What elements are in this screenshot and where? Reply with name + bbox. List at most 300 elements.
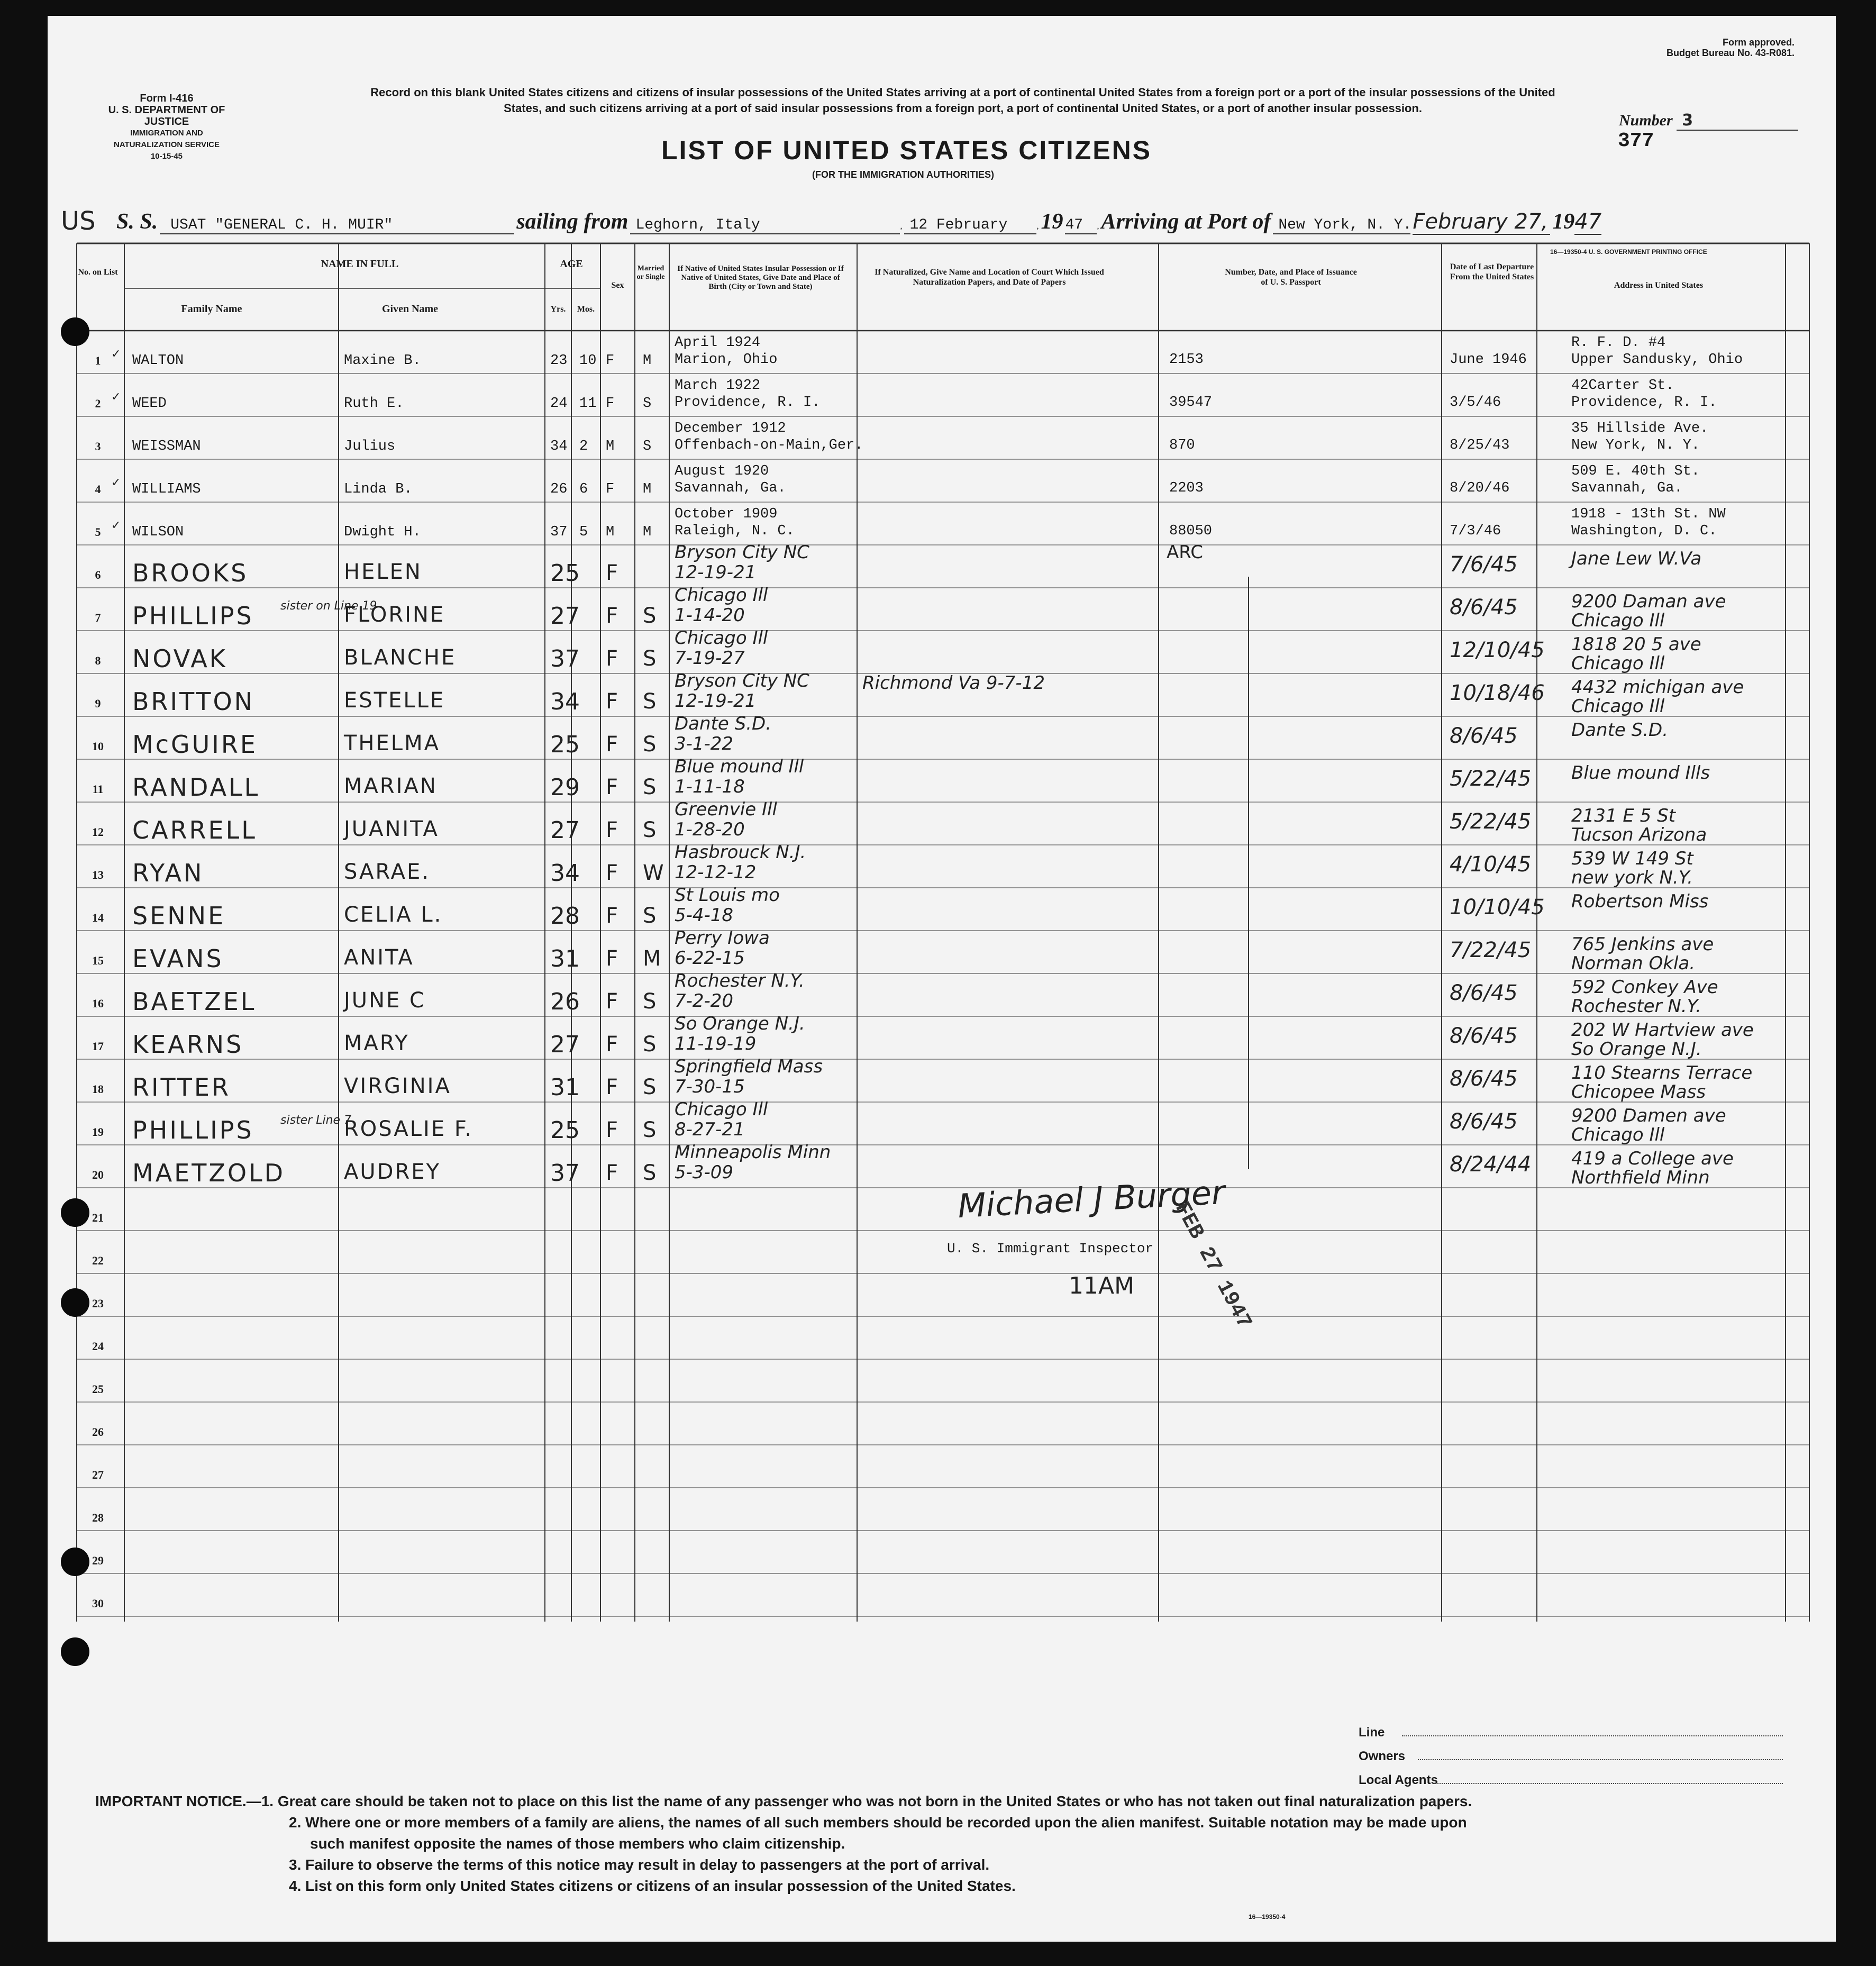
sailing-label: sailing from — [516, 210, 629, 234]
family-name: RYAN — [132, 859, 204, 887]
sex: F — [606, 353, 615, 369]
marital-status: S — [643, 732, 657, 757]
address-line-1: 1818 20 5 ave — [1571, 634, 1701, 655]
age-years: 28 — [550, 903, 580, 930]
sex: F — [606, 604, 618, 628]
passport: 2153 — [1169, 352, 1204, 368]
age-years: 26 — [550, 988, 580, 1015]
address-line-1: 419 a College ave — [1571, 1148, 1734, 1169]
address-line-1: 9200 Damen ave — [1571, 1105, 1726, 1126]
family-name: BROOKS — [132, 559, 249, 587]
row-number: 4 — [95, 483, 101, 496]
notice-2 — [95, 1812, 1815, 1833]
family-name: WEED — [132, 396, 167, 412]
age-years: 34 — [550, 688, 580, 715]
footer-line-label: Line — [1359, 1725, 1385, 1740]
naturalization: Richmond Va 9-7-12 — [862, 672, 1045, 694]
sex: M — [606, 524, 615, 540]
last-departure: 7/6/45 — [1450, 552, 1518, 577]
sex: F — [606, 818, 618, 842]
notice-4 — [95, 1876, 1815, 1897]
notice-1-text: Great care should be taken not to place on this list the name of any passenger who was not born in the United States or who has not taken out final naturalization papers. — [277, 1793, 1472, 1809]
marital-status: S — [643, 1032, 657, 1057]
table-row — [48, 1056, 1836, 1103]
sex: F — [606, 1075, 618, 1099]
last-departure: 8/25/43 — [1450, 438, 1510, 453]
sex: F — [606, 732, 618, 757]
table-row — [48, 885, 1836, 931]
print-code-bottom: 16—19350-4 — [1249, 1913, 1286, 1921]
sex: F — [606, 904, 618, 928]
row-number: 14 — [92, 911, 104, 924]
table-row — [48, 1142, 1836, 1188]
header-name-in-full: NAME IN FULL — [321, 258, 399, 270]
inspector-signature: Michael J Burger — [957, 1172, 1226, 1226]
last-departure: 8/6/45 — [1450, 1067, 1518, 1091]
header-mos: Mos. — [577, 305, 595, 314]
address-line-1: Blue mound Ills — [1571, 762, 1710, 784]
given-name: ESTELLE — [344, 688, 445, 713]
address-line-2: Northfield Minn — [1571, 1167, 1710, 1188]
page-title: LIST OF UNITED STATES CITIZENS — [661, 135, 1152, 165]
address-line-1: R. F. D. #4 — [1571, 335, 1666, 351]
row-number: 23 — [92, 1297, 104, 1310]
row-number: 16 — [92, 997, 104, 1010]
punch-hole — [61, 1288, 89, 1317]
last-departure: 5/22/45 — [1450, 809, 1532, 834]
address-line-1: 42Carter St. — [1571, 378, 1674, 394]
arrival-year: 47 — [1574, 210, 1602, 234]
header-no: No. on List — [78, 268, 118, 277]
sex: F — [606, 946, 618, 971]
family-name: BRITTON — [132, 687, 255, 716]
notice-3-num: 3. — [289, 1856, 302, 1873]
row-number: 19 — [92, 1125, 104, 1139]
header-passport: Number, Date, and Place of Issuance of U. S. Passport — [1225, 268, 1357, 287]
table-row — [48, 416, 1836, 459]
birth-place: Dante S.D. — [675, 713, 771, 734]
birth-place: December 1912 — [675, 421, 786, 436]
age-years: 31 — [550, 945, 580, 972]
address-line-1: 1918 - 13th St. NW — [1571, 506, 1726, 522]
year-label: 19 — [1041, 210, 1063, 234]
age-years: 37 — [550, 645, 580, 672]
age-years: 31 — [550, 1074, 580, 1101]
age-years: 37 — [550, 1160, 580, 1187]
marital-status: S — [643, 647, 657, 671]
last-departure: 12/10/45 — [1450, 638, 1545, 662]
passport: 39547 — [1169, 395, 1213, 411]
birth-place: Perry Iowa — [675, 927, 770, 949]
row-number: 7 — [95, 611, 101, 624]
birth-date: 5-4-18 — [675, 905, 734, 926]
table-row — [48, 1273, 1836, 1316]
stamp-number: 377 — [1618, 130, 1654, 152]
row-number: 11 — [92, 782, 104, 796]
family-name: PHILLIPS — [132, 602, 254, 630]
table-row — [48, 842, 1836, 888]
given-name: THELMA — [344, 731, 440, 756]
notice-3 — [95, 1854, 1815, 1876]
sex: M — [606, 439, 615, 454]
marital-status: S — [643, 396, 652, 412]
row-number: 12 — [92, 825, 104, 839]
approved-label: Form approved. — [1723, 37, 1795, 48]
number-value: 3 — [1677, 111, 1798, 131]
birth-place: March 1922 — [675, 378, 761, 394]
sex: F — [606, 1161, 618, 1185]
family-name: CARRELL — [132, 816, 257, 844]
table-row — [48, 1188, 1836, 1231]
sex: F — [606, 396, 615, 412]
given-name: MARIAN — [344, 774, 438, 798]
voyage-line: S. S. USAT "GENERAL C. H. MUIR" sailing from Leghorn, Italy , 12 February , 19 47 , Arriving at Port of New York, N. Y. February 27, 1947 — [116, 210, 1602, 234]
punch-hole — [61, 1548, 89, 1576]
marital-status: M — [643, 481, 652, 497]
notice-2-num: 2. — [289, 1814, 302, 1831]
age-years: 34 — [550, 439, 568, 454]
check-mark: ✓ — [111, 348, 121, 361]
birth-place: Chicago Ill — [675, 1099, 768, 1120]
last-departure: 4/10/45 — [1450, 852, 1532, 877]
sex: F — [606, 1118, 618, 1142]
header-family: Family Name — [181, 303, 242, 315]
sibling-note: sister Line 7 — [280, 1114, 352, 1127]
family-name: WEISSMAN — [132, 439, 201, 454]
address-line-2: Chicopee Mass — [1571, 1081, 1706, 1103]
family-name: NOVAK — [132, 644, 227, 673]
given-name: VIRGINIA — [344, 1074, 451, 1098]
given-name: JUANITA — [344, 817, 439, 841]
table-row — [48, 585, 1836, 631]
address-line-1: Jane Lew W.Va — [1571, 548, 1702, 569]
birth-place: Hasbrouck N.J. — [675, 842, 806, 863]
table-row — [48, 1488, 1836, 1531]
age-years: 37 — [550, 524, 568, 540]
given-name: BLANCHE — [344, 645, 457, 670]
form-date-code: 10-15-45 — [150, 152, 183, 161]
address-line-1: 202 W Hartview ave — [1571, 1020, 1754, 1041]
given-name: Dwight H. — [344, 524, 421, 540]
last-departure: 7/3/46 — [1450, 523, 1501, 539]
birth-date: 3-1-22 — [675, 733, 734, 754]
arrival-year-prefix: 19 — [1552, 210, 1575, 234]
inspector-title: U. S. Immigrant Inspector — [947, 1241, 1154, 1257]
age-months: 5 — [579, 524, 588, 540]
birth-place: So Orange N.J. — [675, 1013, 805, 1034]
row-number: 8 — [95, 654, 101, 667]
table-row — [48, 502, 1836, 545]
notice-1 — [95, 1791, 1815, 1812]
address-line-2: Tucson Arizona — [1571, 824, 1707, 845]
address-line-1: 539 W 149 St — [1571, 848, 1693, 869]
passport: 88050 — [1169, 523, 1213, 539]
row-number: 9 — [95, 697, 101, 710]
birth-date: 12-12-12 — [675, 862, 757, 883]
birth-place: Springfield Mass — [675, 1056, 823, 1077]
family-name: WILSON — [132, 524, 184, 540]
last-departure: 3/5/46 — [1450, 395, 1501, 411]
sex: F — [606, 561, 618, 585]
given-name: FLORINE — [344, 603, 445, 627]
given-name: JUNE C — [344, 988, 426, 1013]
passport: 870 — [1169, 438, 1195, 453]
notice-3-text: Failure to observe the terms of this notice may result in delay to passengers at the port of arrival. — [305, 1856, 990, 1873]
address-line-2: Rochester N.Y. — [1571, 996, 1701, 1017]
birth-date: 7-30-15 — [675, 1076, 745, 1097]
address-line-2: New York, N. Y. — [1571, 438, 1700, 453]
birth-date: 8-27-21 — [675, 1119, 745, 1140]
margin-note: US — [61, 206, 96, 236]
family-name: MAETZOLD — [132, 1159, 286, 1187]
address-line-1: 4432 michigan ave — [1571, 677, 1744, 698]
address-line-1: 9200 Daman ave — [1571, 591, 1726, 612]
birth-date: Providence, R. I. — [675, 395, 821, 411]
table-row — [48, 331, 1836, 374]
row-number: 6 — [95, 568, 101, 581]
notice-label: IMPORTANT NOTICE.— — [95, 1793, 261, 1809]
sailing-from: Leghorn, Italy — [630, 217, 900, 234]
birth-place: Rochester N.Y. — [675, 970, 805, 991]
age-years: 24 — [550, 396, 568, 412]
age-years: 25 — [550, 1117, 580, 1144]
birth-date: 12-19-21 — [675, 562, 757, 583]
birth-place: August 1920 — [675, 463, 769, 479]
age-years: 25 — [550, 731, 580, 758]
row-number: 22 — [92, 1254, 104, 1267]
address-line-1: 592 Conkey Ave — [1571, 977, 1718, 998]
given-name: HELEN — [344, 560, 422, 584]
last-departure: 8/6/45 — [1450, 595, 1518, 620]
budget-label: Budget Bureau No. 43-R081. — [1666, 48, 1795, 58]
arrival-port: New York, N. Y. — [1273, 217, 1410, 234]
notice-2-text-b: such manifest opposite the names of those members who claim citizenship. — [310, 1835, 845, 1852]
birth-date: Raleigh, N. C. — [675, 523, 795, 539]
age-years: 29 — [550, 774, 580, 801]
marital-status: W — [643, 861, 664, 885]
birth-place: Greenvie Ill — [675, 799, 777, 820]
table-row — [48, 374, 1836, 416]
sex: F — [606, 647, 618, 671]
row-number: 28 — [92, 1511, 104, 1524]
age-months: 10 — [579, 353, 597, 369]
form-id: Form I-416 — [140, 93, 194, 104]
sex: F — [606, 689, 618, 714]
given-name: Linda B. — [344, 481, 413, 497]
table-row — [48, 1445, 1836, 1488]
footer-agents-label: Local Agents — [1359, 1773, 1438, 1787]
ss-label: S. S. — [116, 210, 158, 234]
birth-date: 5-3-09 — [675, 1162, 734, 1183]
marital-status: S — [643, 439, 652, 454]
family-name: PHILLIPS — [132, 1116, 254, 1144]
birth-date: 7-2-20 — [675, 990, 734, 1012]
passport: ARC — [1167, 542, 1203, 563]
family-name: RITTER — [132, 1073, 231, 1102]
header-naturalized: If Naturalized, Give Name and Location of Court Which Issued Naturalization Papers, and Date of Papers — [875, 268, 1104, 287]
header-yrs: Yrs. — [550, 305, 566, 314]
birth-place: April 1924 — [675, 335, 761, 351]
address-line-1: 509 E. 40th St. — [1571, 463, 1700, 479]
given-name: ANITA — [344, 945, 414, 970]
table-row — [48, 756, 1836, 802]
row-number: 2 — [95, 397, 101, 410]
last-departure: 8/6/45 — [1450, 724, 1518, 748]
marital-status: S — [643, 604, 657, 628]
marital-status: S — [643, 989, 657, 1014]
birth-date: 7-19-27 — [675, 648, 745, 669]
row-number: 29 — [92, 1554, 104, 1567]
marital-status: M — [643, 524, 652, 540]
check-mark: ✓ — [111, 519, 121, 532]
check-mark: ✓ — [111, 390, 121, 404]
ship-name: USAT "GENERAL C. H. MUIR" — [160, 217, 514, 234]
form-service: IMMIGRATION AND NATURALIZATION SERVICE — [113, 129, 220, 149]
punch-hole — [61, 1198, 89, 1227]
footer-owners-field — [1418, 1759, 1783, 1760]
family-name: WILLIAMS — [132, 481, 201, 497]
row-number: 3 — [95, 440, 101, 453]
inspection-time: 11AM — [1069, 1272, 1135, 1299]
age-years: 34 — [550, 860, 580, 887]
header-age: AGE — [560, 258, 583, 270]
birth-date: Savannah, Ga. — [675, 480, 786, 496]
last-departure: 8/20/46 — [1450, 480, 1510, 496]
date-stamp: FEB 27 1947 — [1169, 1198, 1256, 1333]
row-number: 21 — [92, 1211, 104, 1224]
notice-2-text-a: Where one or more members of a family are aliens, the names of all such members should be recorded upon the alien manifest. Suitable notation may be made upon — [305, 1814, 1467, 1831]
preamble-text: Record on this blank United States citizens and citizens of insular possessions of the United States arriving at a port of continental United States from a foreign port or a port of the insular possessions of the United States, and such citizens arriving at a port of said insular possessions from a foreign port, a port of continental United States, or a port of another insular possession. — [370, 86, 1555, 115]
sibling-note: sister on Line 19 — [280, 599, 377, 613]
form-dept: U. S. DEPARTMENT OF JUSTICE — [108, 104, 225, 128]
marital-status: S — [643, 818, 657, 842]
address-line-2: Chicago Ill — [1571, 653, 1665, 674]
birth-place: Blue mound Ill — [675, 756, 804, 777]
family-name: EVANS — [132, 944, 224, 973]
birth-date: 12-19-21 — [675, 690, 757, 712]
table-row — [48, 713, 1836, 759]
row-number: 25 — [92, 1382, 104, 1396]
important-notice — [95, 1791, 1815, 1897]
header-birth: If Native of United States Insular Possession or If Native of United States, Give Date and Place of Birth (City or Town and State) — [677, 265, 844, 291]
family-name: RANDALL — [132, 773, 260, 802]
age-years: 25 — [550, 560, 580, 587]
family-name: KEARNS — [132, 1030, 244, 1059]
given-name: ROSALIE F. — [344, 1117, 473, 1141]
punch-hole — [61, 317, 89, 346]
sex: F — [606, 481, 615, 497]
print-code-top: 16—19350-4 U. S. GOVERNMENT PRINTING OFFICE — [1550, 248, 1707, 256]
table-row — [48, 627, 1836, 674]
table-row — [48, 1231, 1836, 1273]
sailing-year: 47 — [1065, 217, 1097, 234]
table-row — [48, 1573, 1836, 1616]
birth-place: Bryson City NC — [675, 670, 809, 691]
passport: 2203 — [1169, 480, 1204, 496]
marital-status: S — [643, 1075, 657, 1099]
marital-status: S — [643, 689, 657, 714]
birth-date: Offenbach-on-Main,Ger. — [675, 438, 863, 453]
table-row — [48, 970, 1836, 1017]
age-years: 27 — [550, 1031, 580, 1058]
given-name: Julius — [344, 439, 396, 454]
manifest-page — [48, 16, 1836, 1942]
punch-hole — [61, 1637, 89, 1666]
table-row — [48, 1359, 1836, 1402]
address-line-1: 2131 E 5 St — [1571, 805, 1675, 826]
birth-place: Minneapolis Minn — [675, 1142, 831, 1163]
address-line-2: Chicago Ill — [1571, 1124, 1665, 1145]
family-name: BAETZEL — [132, 987, 257, 1016]
header-address: Address in United States — [1614, 281, 1704, 290]
header-departure: Date of Last Departure From the United States — [1450, 262, 1534, 281]
address-line-1: Robertson Miss — [1571, 891, 1709, 912]
row-number: 13 — [92, 868, 104, 881]
header-married: Married or Single — [636, 265, 665, 281]
address-line-2: Upper Sandusky, Ohio — [1571, 352, 1743, 368]
address-line-2: So Orange N.J. — [1571, 1039, 1702, 1060]
last-departure: 10/10/45 — [1450, 895, 1545, 920]
marital-status: S — [643, 775, 657, 799]
header-sex: Sex — [611, 281, 624, 290]
row-number: 24 — [92, 1340, 104, 1353]
given-name: CELIA L. — [344, 903, 443, 927]
family-name: SENNE — [132, 902, 226, 930]
address-line-2: new york N.Y. — [1571, 867, 1693, 888]
last-departure: 8/24/44 — [1450, 1152, 1532, 1177]
address-line-2: Savannah, Ga. — [1571, 480, 1683, 496]
given-name: MARY — [344, 1031, 409, 1055]
sex: F — [606, 1032, 618, 1057]
given-name: AUDREY — [344, 1160, 441, 1184]
footer-agents-field — [1434, 1783, 1783, 1784]
row-number: 1 — [95, 354, 101, 367]
table-row — [48, 459, 1836, 502]
arriving-label: Arriving at Port of — [1101, 210, 1271, 234]
table-row — [48, 1402, 1836, 1445]
table-row — [48, 1316, 1836, 1359]
birth-date: Marion, Ohio — [675, 352, 778, 368]
address-line-2: Providence, R. I. — [1571, 395, 1717, 411]
last-departure: 5/22/45 — [1450, 767, 1532, 791]
address-line-1: Dante S.D. — [1571, 720, 1668, 741]
last-departure: 7/22/45 — [1450, 938, 1532, 962]
footer-line-field — [1402, 1735, 1783, 1736]
birth-place: Chicago Ill — [675, 627, 768, 649]
page-subtitle: (FOR THE IMMIGRATION AUTHORITIES) — [812, 169, 994, 180]
table-row — [48, 799, 1836, 845]
row-number: 20 — [92, 1168, 104, 1181]
age-months: 2 — [579, 439, 588, 454]
birth-date: 11-19-19 — [675, 1033, 757, 1054]
row-number: 30 — [92, 1597, 104, 1610]
table-row — [48, 542, 1836, 588]
sex: F — [606, 775, 618, 799]
notice-4-num: 4. — [289, 1878, 302, 1894]
address-line-2: Chicago Ill — [1571, 696, 1665, 717]
sailing-date: 12 February — [904, 217, 1036, 234]
notice-2-cont — [95, 1833, 1815, 1854]
age-years: 23 — [550, 353, 568, 369]
address-line-1: 765 Jenkins ave — [1571, 934, 1714, 955]
given-name: SARAE. — [344, 860, 431, 884]
notice-1-num: 1. — [261, 1793, 274, 1809]
last-departure: June 1946 — [1450, 352, 1527, 368]
last-departure: 10/18/46 — [1450, 681, 1545, 705]
given-name: Ruth E. — [344, 396, 404, 412]
table-row — [48, 670, 1836, 717]
notice-4-text: List on this form only United States citizens or citizens of an insular possession of the United States. — [305, 1878, 1016, 1894]
